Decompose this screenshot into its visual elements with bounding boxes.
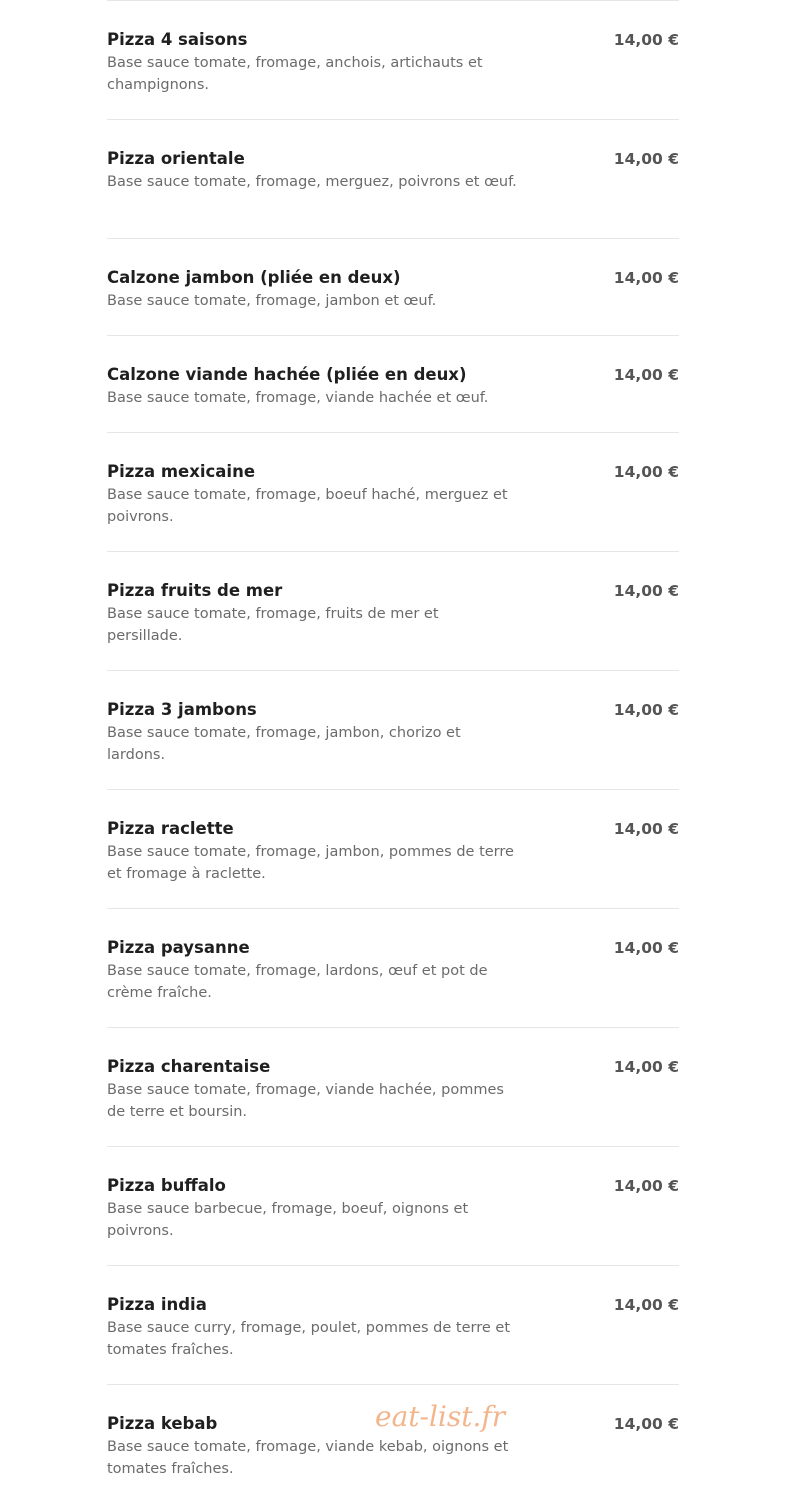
menu-item xyxy=(107,1147,679,1266)
item-description: Base sauce tomate, fromage, anchois, artichauts et champignons. xyxy=(107,55,483,93)
item-name: Pizza kebab xyxy=(107,1414,218,1433)
item-name: Calzone viande hachée (pliée en deux) xyxy=(107,365,467,384)
menu-item xyxy=(107,433,679,552)
menu-item xyxy=(107,790,679,909)
item-description: Base sauce tomate, fromage, jambon, pommes de terre et fromage à raclette. xyxy=(107,844,514,882)
item-name: Pizza orientale xyxy=(107,149,245,168)
watermark: eat-list.fr xyxy=(375,1400,506,1433)
menu-item xyxy=(107,120,679,239)
item-description: Base sauce barbecue, fromage, boeuf, oignons et poivrons. xyxy=(107,1201,469,1239)
menu-item xyxy=(107,552,679,671)
menu-item xyxy=(107,1266,679,1385)
item-name: Pizza 4 saisons xyxy=(107,30,248,49)
item-price: 14,00 € xyxy=(613,701,679,719)
item-description: Base sauce tomate, fromage, viande hachée, pommes de terre et boursin. xyxy=(107,1082,504,1120)
item-price: 14,00 € xyxy=(613,582,679,600)
item-name: Pizza buffalo xyxy=(107,1176,226,1195)
item-price: 14,00 € xyxy=(613,820,679,838)
item-description: Base sauce tomate, fromage, viande hachée et œuf. xyxy=(107,390,489,406)
item-name: Pizza raclette xyxy=(107,819,234,838)
item-name: Pizza india xyxy=(107,1295,207,1314)
item-description: Base sauce tomate, fromage, viande kebab, oignons et tomates fraîches. xyxy=(107,1439,509,1477)
item-price: 14,00 € xyxy=(613,1296,679,1314)
menu-item xyxy=(107,909,679,1028)
menu-item xyxy=(107,1028,679,1147)
item-price: 14,00 € xyxy=(613,269,679,287)
item-price: 14,00 € xyxy=(613,1415,679,1433)
item-price: 14,00 € xyxy=(613,463,679,481)
menu-item xyxy=(107,671,679,790)
menu-item xyxy=(107,239,679,336)
menu-item xyxy=(107,336,679,433)
item-description: Base sauce tomate, fromage, fruits de mer et persillade. xyxy=(107,606,439,644)
item-description: Base sauce tomate, fromage, boeuf haché, merguez et poivrons. xyxy=(107,487,508,525)
item-description: Base sauce tomate, fromage, jambon, chorizo et lardons. xyxy=(107,725,461,763)
item-name: Pizza 3 jambons xyxy=(107,700,257,719)
item-price: 14,00 € xyxy=(613,150,679,168)
menu-list xyxy=(107,0,679,1504)
item-price: 14,00 € xyxy=(613,31,679,49)
item-name: Pizza mexicaine xyxy=(107,462,256,481)
item-description: Base sauce curry, fromage, poulet, pommes de terre et tomates fraîches. xyxy=(107,1320,511,1358)
item-name: Pizza paysanne xyxy=(107,938,250,957)
item-price: 14,00 € xyxy=(613,1058,679,1076)
item-name: Calzone jambon (pliée en deux) xyxy=(107,268,401,287)
item-description: Base sauce tomate, fromage, merguez, poivrons et œuf. xyxy=(107,174,517,190)
item-price: 14,00 € xyxy=(613,939,679,957)
item-description: Base sauce tomate, fromage, lardons, œuf et pot de crème fraîche. xyxy=(107,963,488,1001)
menu-item xyxy=(107,1,679,120)
item-price: 14,00 € xyxy=(613,1177,679,1195)
item-price: 14,00 € xyxy=(613,366,679,384)
item-name: Pizza fruits de mer xyxy=(107,581,283,600)
item-description: Base sauce tomate, fromage, jambon et œuf. xyxy=(107,293,437,309)
item-name: Pizza charentaise xyxy=(107,1057,271,1076)
